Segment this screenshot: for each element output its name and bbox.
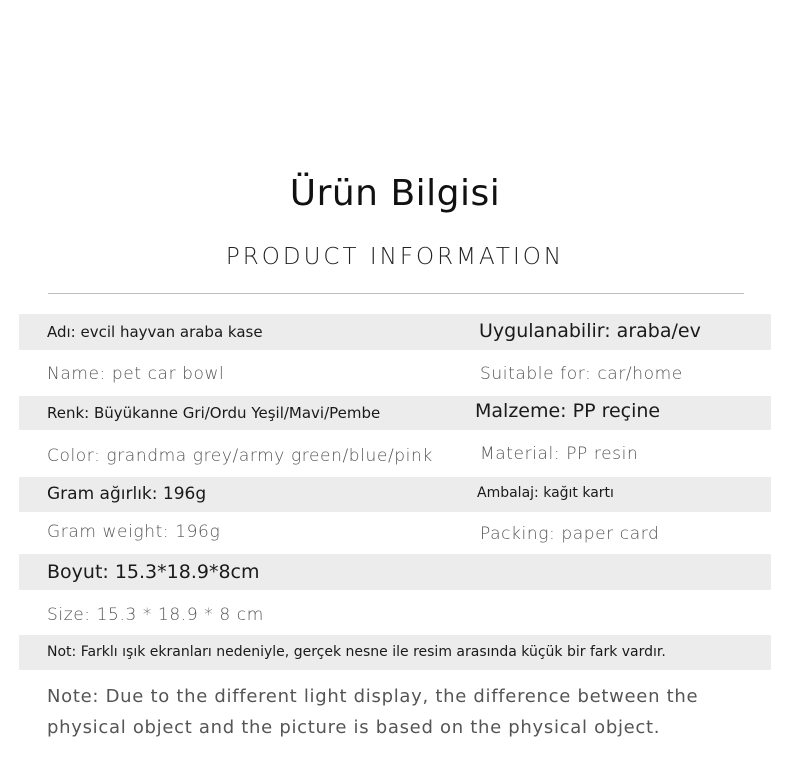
suitable-tr: Uygulanabilir: araba/ev bbox=[479, 320, 701, 342]
name-en: Name: pet car bowl bbox=[47, 364, 225, 384]
packing-tr: Ambalaj: kağıt kartı bbox=[477, 485, 614, 501]
weight-tr: Gram ağırlık: 196g bbox=[47, 484, 207, 504]
header-divider bbox=[48, 293, 744, 294]
name-tr: Adı: evcil hayvan araba kase bbox=[47, 323, 263, 341]
note-tr: Not: Farklı ışık ekranları nedeniyle, gerçek nesne ile resim arasında küçük bir fark vardır. bbox=[47, 644, 666, 660]
note-en: Note: Due to the different light display, the difference between the physical object and the picture is based on the physical object. bbox=[47, 686, 699, 738]
page-subtitle: PRODUCT INFORMATION bbox=[225, 244, 565, 270]
weight-en: Gram weight: 196g bbox=[47, 522, 221, 542]
color-en: Color: grandma grey/army green/blue/pink bbox=[47, 446, 433, 466]
size-tr: Boyut: 15.3*18.9*8cm bbox=[47, 561, 260, 583]
size-en: Size: 15.3 * 18.9 * 8 cm bbox=[47, 605, 264, 625]
material-en: Material: PP resin bbox=[480, 444, 639, 464]
color-tr: Renk: Büyükanne Gri/Ordu Yeşil/Mavi/Pembe bbox=[47, 404, 381, 422]
page-title: Ürün Bilgisi bbox=[289, 173, 501, 214]
material-tr: Malzeme: PP reçine bbox=[475, 400, 661, 422]
suitable-en: Suitable for: car/home bbox=[480, 364, 683, 384]
packing-en: Packing: paper card bbox=[480, 524, 660, 544]
